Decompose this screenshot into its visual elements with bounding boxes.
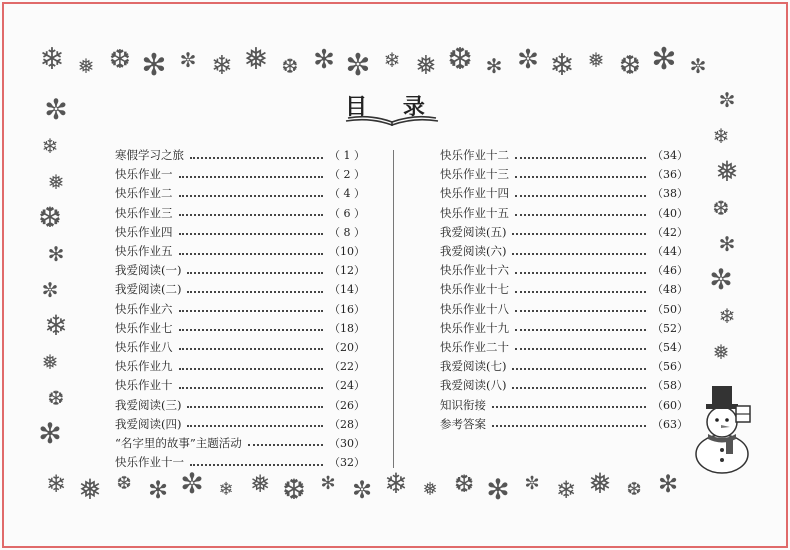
snowflake-icon: ❅ <box>588 467 612 500</box>
toc-entry-page: （10） <box>329 245 365 259</box>
toc-entry-title: 快乐作业一 <box>115 167 173 182</box>
toc-entry-page: （56） <box>652 360 688 374</box>
toc-entry-page: （32） <box>329 456 365 470</box>
toc-entry-title: 快乐作业十五 <box>440 205 509 220</box>
toc-entry <box>440 146 688 165</box>
toc-entry-page: （50） <box>652 302 688 316</box>
toc-entry-page: （52） <box>652 321 688 335</box>
open-book-icon <box>344 114 440 128</box>
dot-leader <box>515 176 646 178</box>
toc-entry-title: 知识衔接 <box>440 397 486 412</box>
toc-entry-title: 快乐作业十七 <box>440 282 509 297</box>
toc-entry-title: 快乐作业十九 <box>440 320 509 335</box>
toc-entry-title: “名字里的故事”主题活动 <box>115 435 242 450</box>
toc-entry <box>440 415 688 434</box>
dot-leader <box>515 291 646 293</box>
snowflake-icon: ❆ <box>626 479 642 500</box>
snowflake-icon: ❅ <box>47 170 65 194</box>
toc-entry-title: 快乐作业二十 <box>440 339 509 354</box>
toc-entry-page: （ 2 ） <box>329 168 365 182</box>
snowflake-icon: ✻ <box>320 473 336 494</box>
snowflake-icon: ❅ <box>715 155 739 188</box>
toc-entry <box>440 280 688 299</box>
toc-entry-title: 快乐作业十八 <box>440 301 509 316</box>
snowflake-icon: ❄ <box>384 467 408 500</box>
toc-entry-title: 快乐作业十一 <box>115 455 184 470</box>
dot-leader <box>512 253 646 255</box>
toc-entry <box>115 223 365 242</box>
toc-entry <box>440 300 688 319</box>
toc-entry <box>115 261 365 280</box>
toc-entry-title: 参考答案 <box>440 416 486 431</box>
toc-entry-title: 寒假学习之旅 <box>115 148 184 163</box>
snowflake-icon: ❄ <box>555 476 577 504</box>
dot-leader <box>515 348 646 350</box>
snowflake-icon: ✼ <box>524 473 540 494</box>
snowflake-icon: ✼ <box>180 467 204 500</box>
toc-entry <box>440 242 688 261</box>
snowflake-icon: ❄ <box>41 134 59 158</box>
toc-entry-title: 我爱阅读(八) <box>440 378 507 393</box>
dot-leader <box>515 310 646 312</box>
snowflake-icon: ✼ <box>44 93 68 126</box>
snowflake-icon: ❅ <box>712 340 730 364</box>
toc-entry-title: 我爱阅读(六) <box>440 244 507 259</box>
snowflake-icon: ✻ <box>141 48 167 83</box>
toc-entry-page: （58） <box>652 379 688 393</box>
snowflake-icon: ✻ <box>485 54 503 78</box>
snowflake-icon: ❆ <box>47 386 65 410</box>
toc-entry <box>115 204 365 223</box>
toc-entry-page: （ 4 ） <box>329 187 365 201</box>
toc-entry <box>115 338 365 357</box>
toc-entry <box>115 319 365 338</box>
toc-entry-title: 快乐作业四 <box>115 224 173 239</box>
toc-entry-page: （38） <box>652 187 688 201</box>
toc-entry <box>440 165 688 184</box>
snowflake-icon: ❆ <box>116 473 132 494</box>
dot-leader <box>179 368 324 370</box>
toc-entry <box>115 357 365 376</box>
toc-entry-title: 我爱阅读(七) <box>440 359 507 374</box>
snowflake-icon: ✻ <box>38 417 62 450</box>
toc-entry-title: 快乐作业二 <box>115 186 173 201</box>
toc-entry-title: 快乐作业八 <box>115 339 173 354</box>
snowflake-icon: ❆ <box>38 201 62 234</box>
toc-entry <box>115 184 365 203</box>
toc-entry-title: 快乐作业六 <box>115 301 173 316</box>
snowflake-icon: ✼ <box>345 48 371 83</box>
toc-entry <box>115 280 365 299</box>
toc-entry <box>115 242 365 261</box>
dot-leader <box>492 425 646 427</box>
snowflake-icon: ✻ <box>651 42 677 77</box>
dot-leader <box>179 195 324 197</box>
snowflake-icon: ❅ <box>422 479 438 500</box>
dot-leader <box>512 233 646 235</box>
toc-entry <box>115 415 365 434</box>
toc-entry-title: 快乐作业十四 <box>440 186 509 201</box>
toc-entry <box>440 204 688 223</box>
toc-entry-page: （36） <box>652 168 688 182</box>
toc-entry <box>440 376 688 395</box>
dot-leader <box>187 291 323 293</box>
toc-entry <box>115 165 365 184</box>
snowflake-icon: ❆ <box>281 54 299 78</box>
toc-entry-title: 快乐作业三 <box>115 205 173 220</box>
toc-entry-page: （ 8 ） <box>329 225 365 239</box>
toc-entry-page: （22） <box>329 360 365 374</box>
toc-entry-page: （28） <box>329 417 365 431</box>
dot-leader <box>179 176 324 178</box>
toc-entry <box>115 300 365 319</box>
snowflake-icon: ❅ <box>243 42 269 77</box>
toc-entry <box>440 319 688 338</box>
snowflake-icon: ✻ <box>47 242 65 266</box>
toc-entry-title: 我爱阅读(二) <box>115 282 182 297</box>
snowflake-icon: ❅ <box>78 473 102 506</box>
dot-leader <box>515 272 646 274</box>
snowflake-icon: ❅ <box>415 51 437 81</box>
dot-leader <box>515 195 646 197</box>
dot-leader <box>179 348 324 350</box>
toc-left-column <box>115 146 365 472</box>
title-block <box>344 90 440 130</box>
snowflake-icon: ❆ <box>447 42 473 77</box>
toc-entry <box>440 395 688 414</box>
toc-entry-title: 快乐作业七 <box>115 320 173 335</box>
snowflake-icon: ✻ <box>147 476 169 504</box>
toc-entry-page: （63） <box>652 417 688 431</box>
snowflake-icon: ❆ <box>453 470 475 498</box>
snowflake-icon: ❆ <box>109 45 131 75</box>
toc-entry-page: （40） <box>652 206 688 220</box>
snowflake-icon: ❄ <box>211 51 233 81</box>
dot-leader <box>515 157 646 159</box>
toc-right-column <box>440 146 688 434</box>
dot-leader <box>179 253 324 255</box>
snowman-icon <box>690 380 754 476</box>
snowflake-icon: ❄ <box>718 304 736 328</box>
toc-entry-page: （30） <box>329 436 365 450</box>
toc-entry-page: （18） <box>329 321 365 335</box>
snowflake-icon: ✻ <box>313 45 335 75</box>
dot-leader <box>190 464 323 466</box>
toc-entry-page: （60） <box>652 398 688 412</box>
toc-entry <box>440 357 688 376</box>
toc-entry-page: （48） <box>652 283 688 297</box>
dot-leader <box>190 157 323 159</box>
page-title: 目 录 <box>345 95 439 120</box>
snowflake-icon: ✻ <box>486 473 510 506</box>
snowflake-icon: ✼ <box>351 476 373 504</box>
snowflake-icon: ❅ <box>41 350 59 374</box>
toc-entry-page: （42） <box>652 225 688 239</box>
dot-leader <box>179 387 324 389</box>
toc-entry <box>440 223 688 242</box>
snowflake-icon: ✼ <box>517 45 539 75</box>
dot-leader <box>515 214 646 216</box>
toc-entry-title: 快乐作业十三 <box>440 167 509 182</box>
toc-entry <box>440 261 688 280</box>
dot-leader <box>187 272 323 274</box>
dot-leader <box>187 406 323 408</box>
toc-entry-title: 我爱阅读(四) <box>115 416 182 431</box>
toc-entry <box>115 434 365 453</box>
toc-entry-title: 快乐作业五 <box>115 244 173 259</box>
toc-entry-page: （26） <box>329 398 365 412</box>
toc-entry-title: 快乐作业十二 <box>440 148 509 163</box>
toc-entry-page: （24） <box>329 379 365 393</box>
toc-entry <box>115 146 365 165</box>
snowflake-icon: ❄ <box>712 124 730 148</box>
dot-leader <box>179 233 324 235</box>
snowflake-icon: ❄ <box>549 48 575 83</box>
dot-leader <box>179 214 324 216</box>
snowflake-icon: ✼ <box>179 48 197 72</box>
dot-leader <box>512 368 646 370</box>
snowflake-icon: ✻ <box>718 232 736 256</box>
snowflake-icon: ✼ <box>709 263 733 296</box>
dot-leader <box>187 425 323 427</box>
toc-entry-page: （16） <box>329 302 365 316</box>
toc-entry-title: 我爱阅读(三) <box>115 397 182 412</box>
dot-leader <box>179 329 324 331</box>
toc-entry-page: （20） <box>329 340 365 354</box>
column-divider <box>393 150 394 468</box>
snowflake-icon: ❄ <box>45 470 67 498</box>
dot-leader <box>512 387 646 389</box>
dot-leader <box>248 444 323 446</box>
snowflake-icon: ❅ <box>587 48 605 72</box>
dot-leader <box>515 329 646 331</box>
snowflake-icon: ✼ <box>41 278 59 302</box>
toc-entry-page: （44） <box>652 245 688 259</box>
snowflake-icon: ❄ <box>39 42 65 77</box>
snowflake-icon: ❄ <box>44 309 68 342</box>
snowflake-icon: ✼ <box>718 88 736 112</box>
snowflake-icon: ❆ <box>619 51 641 81</box>
toc-entry <box>115 395 365 414</box>
dot-leader <box>179 310 324 312</box>
snowflake-icon: ❄ <box>383 48 401 72</box>
dot-leader <box>492 406 646 408</box>
toc-entry <box>115 376 365 395</box>
toc-entry <box>115 453 365 472</box>
snowflake-icon: ❆ <box>712 196 730 220</box>
toc-entry-title: 快乐作业十 <box>115 378 173 393</box>
toc-entry-page: （54） <box>652 340 688 354</box>
toc-entry-page: （34） <box>652 149 688 163</box>
toc-entry-page: （46） <box>652 264 688 278</box>
toc-entry-page: （14） <box>329 283 365 297</box>
snowflake-icon: ❅ <box>249 470 271 498</box>
snowflake-icon: ❄ <box>218 479 234 500</box>
snowflake-icon: ❆ <box>282 473 306 506</box>
toc-entry <box>440 184 688 203</box>
toc-entry-title: 我爱阅读(一) <box>115 263 182 278</box>
toc-entry-title: 我爱阅读(五) <box>440 224 507 239</box>
toc-entry-page: （ 1 ） <box>329 149 365 163</box>
toc-entry-page: （ 6 ） <box>329 206 365 220</box>
snowflake-icon: ❅ <box>77 54 95 78</box>
toc-entry-title: 快乐作业十六 <box>440 263 509 278</box>
snowflake-icon: ✼ <box>689 54 707 78</box>
toc-entry-page: （12） <box>329 264 365 278</box>
snowflake-icon: ✻ <box>657 470 679 498</box>
toc-entry <box>440 338 688 357</box>
toc-entry-title: 快乐作业九 <box>115 359 173 374</box>
